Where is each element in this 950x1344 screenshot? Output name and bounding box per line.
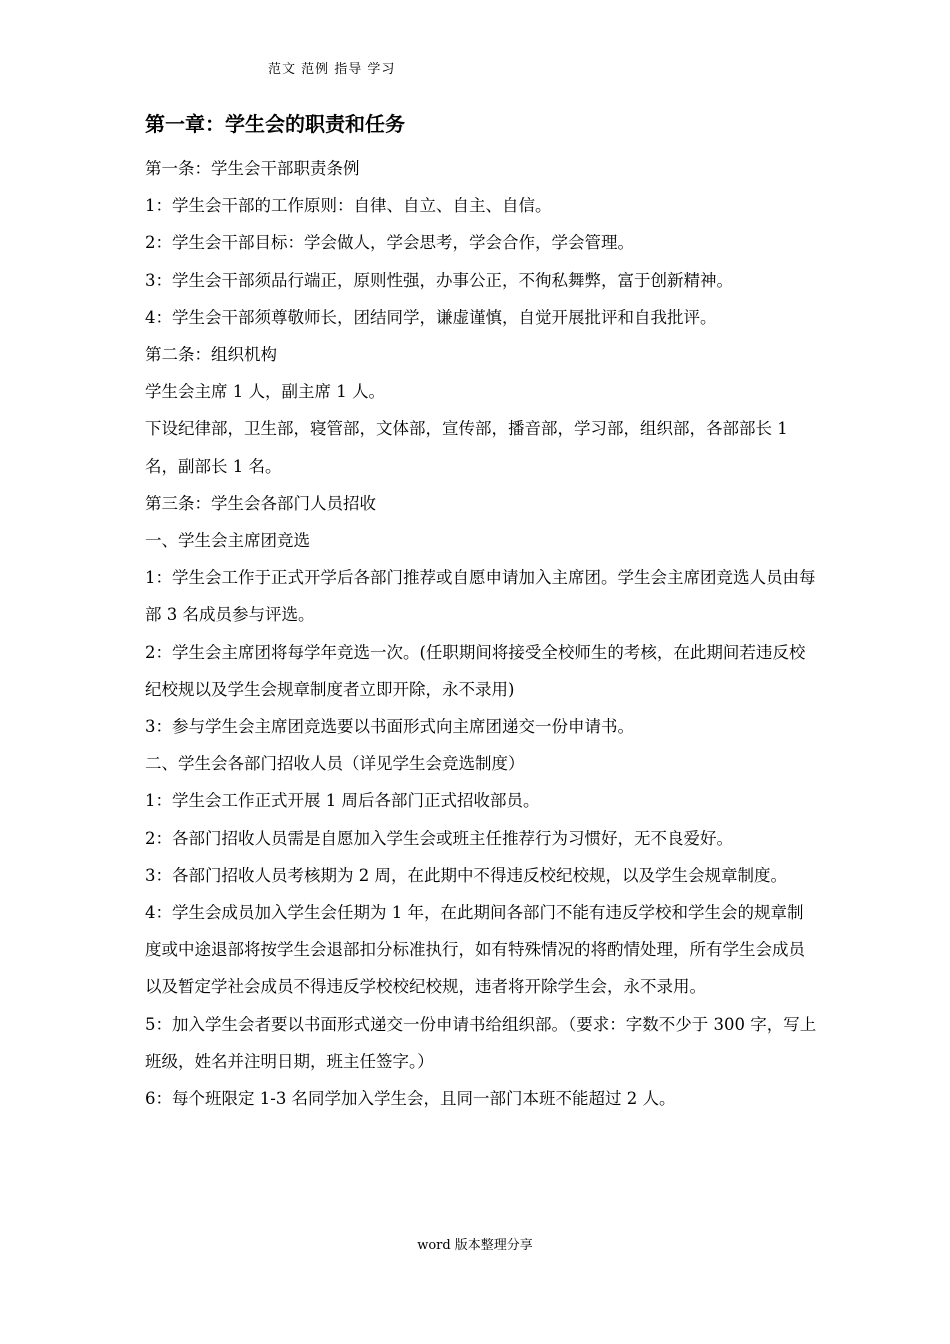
page-header: 范文 范例 指导 学习 <box>268 62 396 77</box>
paragraph: 4：学生会干部须尊敬师长，团结同学，谦虚谨慎，自觉开展批评和自我批评。 <box>145 307 717 327</box>
paragraph: 下设纪律部，卫生部，寝管部，文体部，宣传部，播音部，学习部，组织部，各部部长 1 名，副部长 1 名。 <box>145 419 788 476</box>
paragraph: 2：学生会干部目标：学会做人，学会思考，学会合作，学会管理。 <box>145 233 634 253</box>
page-footer: word 版本整理分享 <box>417 1238 533 1253</box>
paragraph: 3：参与学生会主席团竞选要以书面形式向主席团递交一份申请书。 <box>145 717 634 737</box>
section-heading: 二、学生会各部门招收人员（详见学生会竞选制度） <box>145 754 525 774</box>
paragraph: 1：学生会工作于正式开学后各部门推荐或自愿申请加入主席团。学生会主席团竞选人员由每部 3 名成员参与评选。 <box>145 568 816 625</box>
paragraph: 3：各部门招收人员考核期为 2 周，在此期中不得违反校纪校规，以及学生会规章制度。 <box>145 865 787 885</box>
paragraph: 1：学生会工作正式开展 1 周后各部门正式招收部员。 <box>145 791 540 811</box>
paragraph: 2：学生会主席团将每学年竞选一次。(任职期间将接受全校师生的考核，在此期间若违反校纪校规以及学生会规章制度者立即开除，永不录用) <box>145 642 806 699</box>
paragraph: 1：学生会干部的工作原则：自律、自立、自主、自信。 <box>145 196 552 216</box>
section-heading: 一、学生会主席团竞选 <box>145 531 310 551</box>
paragraph: 学生会主席 1 人，副主席 1 人。 <box>145 382 385 402</box>
chapter-title: 第一章：学生会的职责和任务 <box>145 112 405 136</box>
article-heading: 第二条：组织机构 <box>145 345 277 365</box>
article-heading: 第一条：学生会干部职责条例 <box>145 159 360 178</box>
paragraph: 2：各部门招收人员需是自愿加入学生会或班主任推荐行为习惯好，无不良爱好。 <box>145 828 733 848</box>
paragraph: 3：学生会干部须品行端正，原则性强，办事公正，不徇私舞弊，富于创新精神。 <box>145 270 733 290</box>
paragraph: 5：加入学生会者要以书面形式递交一份申请书给组织部。（要求：字数不少于 300 字，写上班级，姓名并注明日期，班主任签字。） <box>145 1014 817 1071</box>
paragraph: 4：学生会成员加入学生会任期为 1 年，在此期间各部门不能有违反学校和学生会的规章制度或中途退部将按学生会退部扣分标准执行，如有特殊情况的将酌情处理，所有学生会成员以及暂定学社会成员不得违反学校校纪校规，违者将开除学生会，永不录用。 <box>145 903 805 997</box>
paragraph: 6：每个班限定 1-3 名同学加入学生会，且同一部门本班不能超过 2 人。 <box>145 1089 676 1109</box>
document-body <box>145 150 817 1117</box>
article-heading: 第三条：学生会各部门人员招收 <box>145 493 376 513</box>
